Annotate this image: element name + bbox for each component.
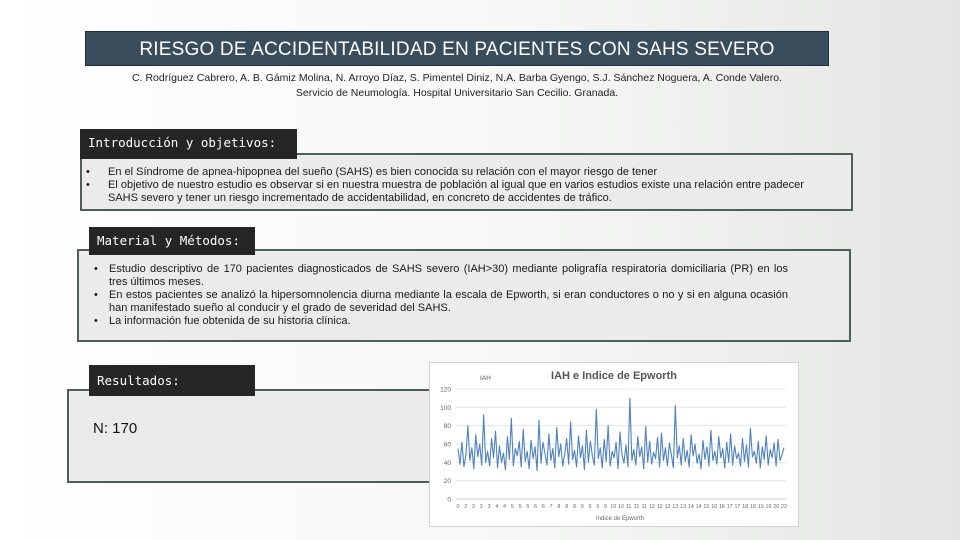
x-tick-label: 3: [479, 504, 483, 510]
bullet-icon: •: [94, 263, 98, 275]
x-tick-label: 22: [781, 504, 787, 510]
y-tick-label: 80: [443, 423, 451, 431]
x-tick-label: 17: [734, 504, 741, 510]
bullet-icon: •: [94, 315, 98, 327]
authors-block: [85, 71, 829, 101]
affiliation: Servicio de Neumología. Hospital Universitario San Cecilio. Granada.: [295, 87, 619, 99]
y-tick-label: 60: [443, 441, 451, 449]
x-tick-label: 6: [541, 504, 545, 510]
intro-list: [86, 166, 831, 205]
x-tick-label: 5: [510, 504, 514, 510]
x-tick-label: 14: [695, 504, 702, 510]
intro-item-1: En el Síndrome de apnea-hipopnea del sueño (SAHS) es bien conocida su relación con el mayor riesgo de tener: [108, 166, 658, 178]
x-tick-label: 19: [757, 504, 764, 510]
x-tick-label: 9: [596, 504, 600, 510]
sample-size: N: 170: [93, 420, 138, 437]
y-tick-label: 120: [440, 386, 451, 394]
x-tick-label: 11: [641, 504, 648, 510]
list-item: [86, 179, 831, 205]
x-tick-label: 0: [456, 504, 460, 510]
list-item: [94, 263, 788, 289]
methods-item-1: Estudio descriptivo de 170 pacientes diagnosticados de SAHS severo (IAH>30) mediante poligrafía respiratoria domiciliaria (PR) en los tres últimos meses.: [109, 263, 788, 288]
x-tick-label: 13: [672, 504, 679, 510]
x-tick-label: 13: [680, 504, 687, 510]
x-tick-label: 3: [472, 504, 476, 510]
x-tick-label: 3: [487, 504, 491, 510]
x-tick-label: 8: [557, 504, 561, 510]
x-tick-label: 12: [656, 504, 663, 510]
x-tick-label: 10: [618, 504, 624, 510]
y-tick-label: 20: [443, 478, 451, 486]
x-tick-label: 16: [718, 504, 725, 510]
x-tick-label: 8: [572, 504, 576, 510]
x-axis-label: Indice de Epworth: [595, 516, 645, 522]
x-tick-label: 18: [749, 504, 756, 510]
bullet-icon: •: [94, 289, 98, 301]
y-tick-label: 0: [447, 496, 451, 504]
chart-svg: [430, 363, 798, 526]
list-item: [94, 289, 788, 315]
intro-item-2: El objetivo de nuestro estudio es observar si en nuestra muestra de población al igual que en varios estudios existe una relación entre padecer SAHS severo y tener un riesgo incrementado de accidentabilidad, en concreto de accidentes de tráfico.: [108, 179, 804, 204]
x-tick-label: 7: [549, 504, 553, 510]
bullet-icon: •: [86, 166, 90, 178]
x-tick-label: 12: [649, 504, 656, 510]
x-tick-label: 2: [464, 504, 468, 510]
x-tick-label: 5: [518, 504, 522, 510]
chart-title: IAH e Indice de Epworth: [551, 370, 677, 382]
results-label: Resultados:: [89, 365, 255, 396]
list-item: [94, 315, 788, 328]
y-tick-label: 40: [443, 459, 451, 467]
x-tick-label: 4: [503, 504, 507, 510]
x-tick-label: 5: [526, 504, 530, 510]
x-tick-label: 4: [495, 504, 499, 510]
x-tick-label: 15: [703, 504, 710, 510]
author-list: C. Rodríguez Cabrero, A. B. Gámiz Molina, N. Arroyo Díaz, S. Pimentel Diniz, N.A. Barba Gyengo, S.J. Sánchez Noguera, A. Conde Valero.: [132, 72, 782, 84]
methods-list: [94, 263, 788, 328]
y-tick-label: 100: [440, 404, 451, 412]
x-tick-label: 16: [711, 504, 718, 510]
methods-item-2: En estos pacientes se analizó la hipersomnolencia diurna mediante la escala de Epworth, si eran conductores o no y si en alguna ocasión han manifestado sueño al conducir y el grado de severidad del SAHS.: [109, 289, 788, 314]
x-tick-label: 12: [664, 504, 671, 510]
bullet-icon: •: [86, 179, 90, 191]
x-tick-label: 11: [633, 504, 640, 510]
series-line-iah: [458, 398, 784, 470]
x-tick-label: 10: [610, 504, 617, 510]
x-tick-label: 18: [742, 504, 749, 510]
x-tick-label: 9: [588, 504, 592, 510]
intro-label: Introducción y objetivos:: [80, 129, 297, 159]
x-tick-label: 14: [687, 504, 694, 510]
x-tick-label: 8: [565, 504, 569, 510]
methods-label: Material y Métodos:: [89, 227, 255, 255]
x-tick-label: 20: [773, 504, 780, 510]
poster-title: RIESGO DE ACCIDENTABILIDAD EN PACIENTES CON SAHS SEVERO: [85, 31, 829, 66]
x-tick-label: 17: [726, 504, 733, 510]
x-tick-label: 6: [534, 504, 538, 510]
x-tick-label: 19: [765, 504, 772, 510]
iah-epworth-chart: [429, 362, 799, 527]
x-tick-label: 9: [603, 504, 607, 510]
methods-item-3: La información fue obtenida de su historia clínica.: [109, 315, 351, 327]
chart-legend: IAH: [480, 375, 491, 382]
x-tick-label: 11: [626, 504, 632, 510]
x-tick-label: 9: [580, 504, 584, 510]
list-item: [86, 166, 831, 179]
